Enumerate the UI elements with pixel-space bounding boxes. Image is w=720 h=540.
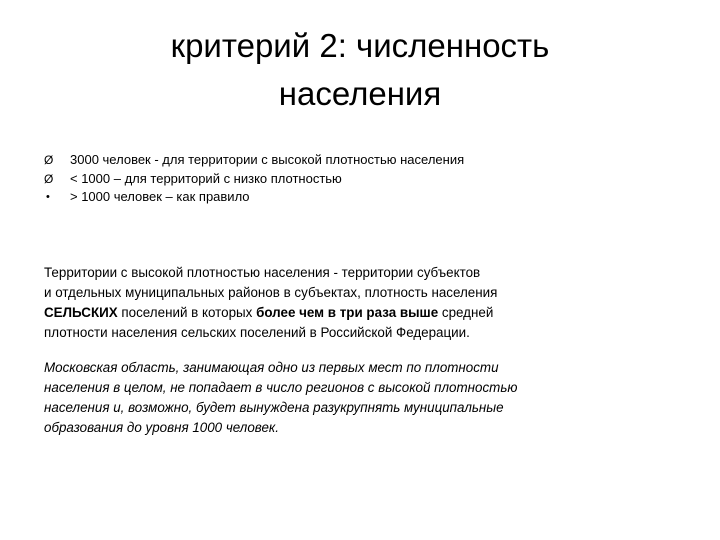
note-line-1: Московская область, занимающая одно из первых мест по плотности bbox=[44, 360, 499, 375]
rural-emphasis: СЕЛЬСКИХ bbox=[44, 305, 118, 320]
bullet-text: < 1000 – для территорий с низко плотностью bbox=[70, 170, 342, 186]
definition-line-3-middle: поселений в которых bbox=[117, 305, 257, 320]
dot-bullet-icon: • bbox=[46, 191, 50, 203]
slide-title-line-1: критерий 2: численность bbox=[170, 27, 550, 64]
slide-title bbox=[70, 22, 650, 118]
bullet-item-high-density bbox=[44, 151, 684, 170]
definition-paragraph bbox=[44, 263, 664, 343]
bullet-item-general-rule bbox=[44, 188, 684, 207]
bullet-text: 3000 человек - для территории с высокой плотностью населения bbox=[70, 152, 465, 167]
slide-title-line-2: населения bbox=[278, 75, 442, 112]
criteria-bullet-list bbox=[44, 151, 684, 207]
bullet-text: > 1000 человек – как правило bbox=[70, 189, 250, 204]
definition-line-3 bbox=[44, 303, 664, 323]
moscow-region-note bbox=[44, 358, 664, 438]
bullet-item-low-density bbox=[44, 170, 684, 189]
threshold-emphasis: более чем в три раза выше bbox=[256, 305, 439, 320]
definition-line-3-end: средней bbox=[438, 305, 494, 320]
note-line-2: населения в целом, не попадает в число регионов с высокой плотностью bbox=[44, 380, 518, 395]
arrow-bullet-icon: Ø bbox=[44, 153, 54, 167]
note-line-3: населения и, возможно, будет вынуждена разукрупнять муниципальные bbox=[44, 400, 504, 415]
note-line-4: образования до уровня 1000 человек. bbox=[44, 420, 279, 435]
definition-line-4: плотности населения сельских поселений в Российской Федерации. bbox=[44, 325, 470, 340]
definition-line-2: и отдельных муниципальных районов в субъектах, плотность населения bbox=[44, 285, 498, 300]
arrow-bullet-icon: Ø bbox=[44, 171, 54, 186]
definition-line-1: Территории с высокой плотностью населения - территории субъектов bbox=[44, 265, 481, 280]
